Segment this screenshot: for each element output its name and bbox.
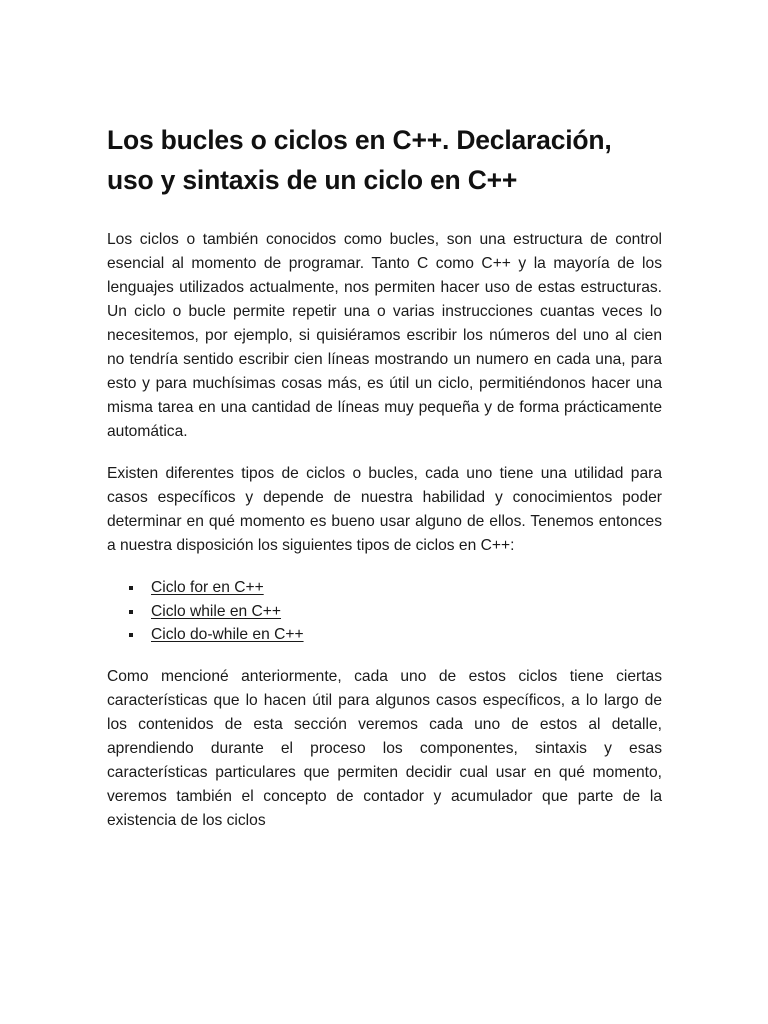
list-item (129, 576, 662, 600)
closing-paragraph: Como mencioné anteriormente, cada uno de estos ciclos tiene ciertas características que lo hacen útil para algunos casos específicos, a lo largo de los contenidos de esta sección veremos cada uno de estos al detalle, aprendiendo durante el proceso los componentes, sintaxis y esas características particulares que permiten decidir cual usar en qué momento, veremos también el concepto de contador y acumulador que parte de la existencia de los ciclos (107, 667, 662, 829)
list-item (129, 600, 662, 624)
link-ciclo-for[interactable]: Ciclo for en C++ (151, 579, 264, 596)
square-bullet-icon (129, 586, 133, 590)
link-ciclo-do-while[interactable]: Ciclo do-while en C++ (151, 626, 304, 643)
link-ciclo-while[interactable]: Ciclo while en C++ (151, 602, 282, 620)
square-bullet-icon (129, 633, 133, 637)
types-paragraph: Existen diferentes tipos de ciclos o bucles, cada uno tiene una utilidad para casos específicos y depende de nuestra habilidad y conocimientos poder determinar en qué momento es bueno usar alguno de ellos. Tenemos entonces a nuestra disposición los siguientes tipos de ciclos en C++: (107, 465, 662, 554)
square-bullet-icon (129, 610, 133, 614)
page-title: Los bucles o ciclos en C++. Declaración, uso y sintaxis de un ciclo en C++ (107, 125, 612, 195)
loop-types-list (107, 576, 662, 647)
intro-paragraph: Los ciclos o también conocidos como bucles, son una estructura de control esencial al momento de programar. Tanto C como C++ y la mayoría de los lenguajes utilizados actualmente, nos permiten hacer uso de estas estructuras. Un ciclo o bucle permite repetir una o varias instrucciones cuantas veces lo necesitemos, por ejemplo, si quisiéramos escribir los números del uno al cien no tendría sentido escribir cien líneas mostrando un numero en cada una, para esto y para muchísimas cosas más, es útil un ciclo, permitiéndonos hacer una misma tarea en una cantidad de líneas muy pequeña y de forma prácticamente automática. (107, 231, 662, 440)
document-page (107, 120, 662, 851)
list-item (129, 623, 662, 647)
